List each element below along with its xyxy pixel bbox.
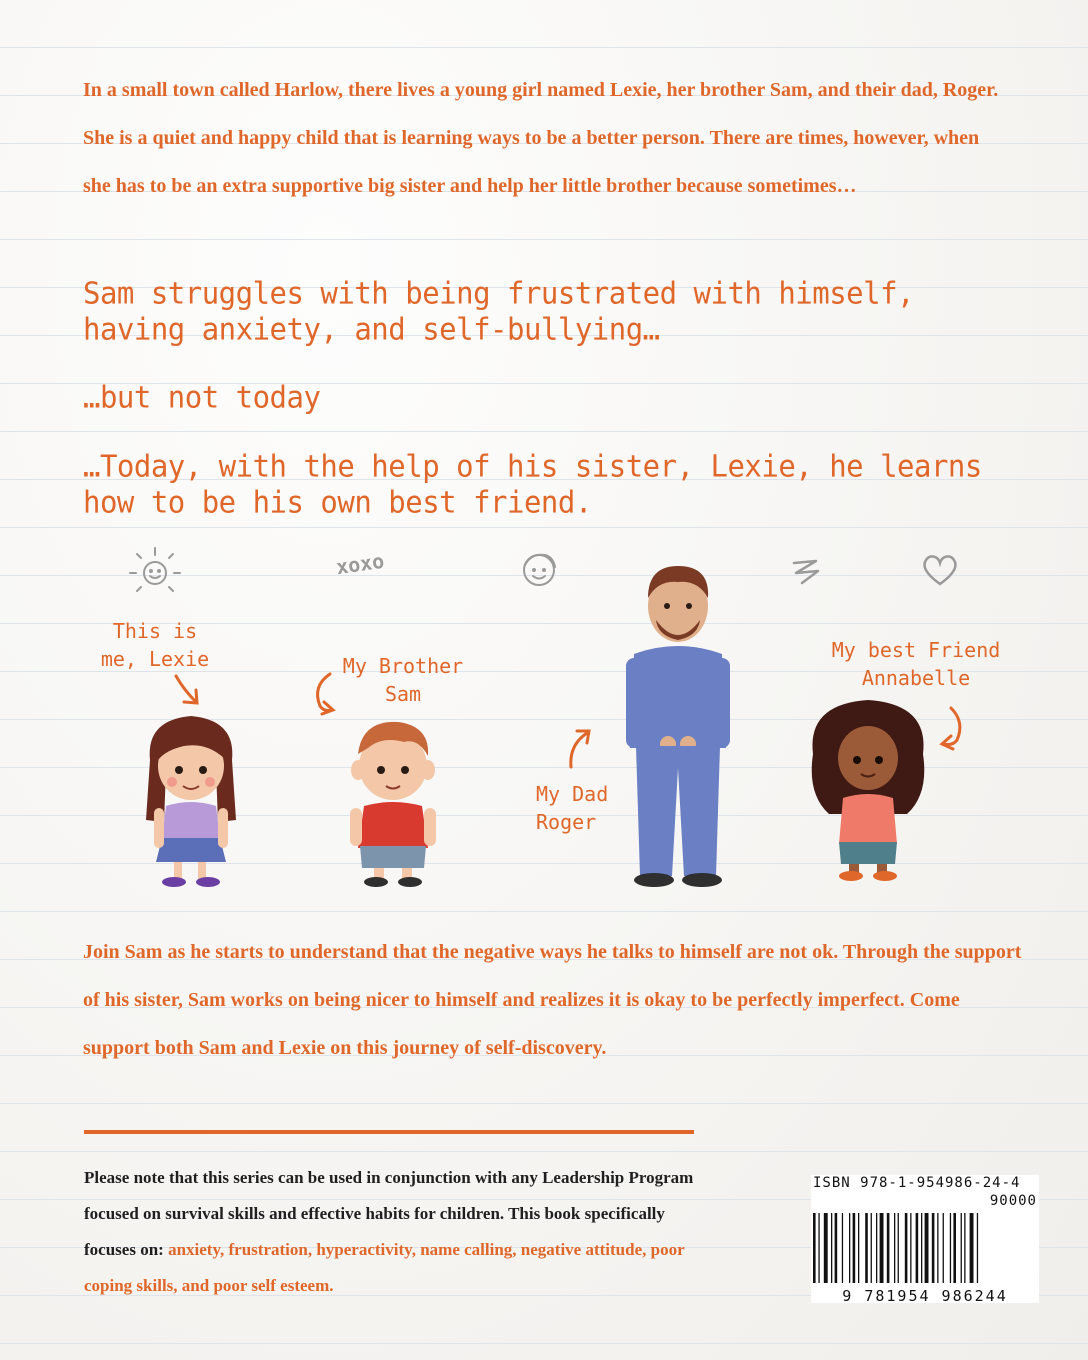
- sam-illustration: [338, 708, 448, 890]
- arrow-roger-icon: [563, 725, 597, 771]
- heart-doodle-icon: [920, 552, 960, 588]
- arrow-sam-icon: [308, 670, 340, 716]
- intro-paragraph: In a small town called Harlow, there lives a young girl named Lexie, her brother Sam, and their dad, Roger. She is a quiet and happy child that is learning ways to be a better person. There are times, however, when she has to be an extra supportive big sister and help her little brother because sometimes…: [83, 79, 999, 197]
- annabelle-illustration: [803, 694, 933, 886]
- isbn-number: ISBN 978-1-954986-24-4: [813, 1175, 1021, 1191]
- label-sam: My Brother Sam: [342, 654, 464, 706]
- squiggle-doodle-icon: [790, 557, 824, 587]
- xoxo-doodle: xoxo: [334, 548, 386, 580]
- divider-line: [84, 1130, 694, 1134]
- face-doodle-icon: [515, 545, 563, 593]
- series-note-focus: anxiety, frustration, hyperactivity, name calling, negative attitude, poor coping skills, and poor self esteem.: [84, 1240, 685, 1295]
- label-lexie: This is me, Lexie: [100, 619, 210, 671]
- barcode-bars: [813, 1213, 1037, 1283]
- roger-illustration: [618, 558, 738, 890]
- handwritten-line-today: …Today, with the help of his sister, Lexie, he learns how to be his own best friend.: [83, 448, 982, 520]
- label-annabelle: My best Friend Annabelle: [831, 638, 1001, 690]
- lexie-illustration: [136, 710, 246, 890]
- isbn-barcode: [811, 1175, 1039, 1303]
- arrow-lexie-icon: [170, 672, 206, 710]
- price-code: 90000: [989, 1193, 1037, 1209]
- label-roger: My Dad Roger: [536, 782, 609, 834]
- outro-paragraph: Join Sam as he starts to understand that the negative ways he talks to himself are not ok. Through the support of his sister, Sam works on being nicer to himself and realizes it is okay to be perfectly imperfect. Come support both Sam and Lexie on this journey of self-discovery.: [83, 941, 1022, 1059]
- series-note-text: Please note that this series can be used in conjunction with any Leadership Program focused on survival skills and effective habits for children. This book specifically focuses on:: [84, 1168, 694, 1259]
- sun-doodle-icon: [128, 545, 182, 595]
- handwritten-line-struggles: Sam struggles with being frustrated with himself, having anxiety, and self-bullying…: [83, 275, 915, 347]
- arrow-annabelle-icon: [935, 704, 969, 752]
- ean-number: 9 781954 986244: [842, 1287, 1008, 1305]
- series-note: [84, 1160, 704, 1304]
- handwritten-line-not-today: …but not today: [83, 379, 321, 415]
